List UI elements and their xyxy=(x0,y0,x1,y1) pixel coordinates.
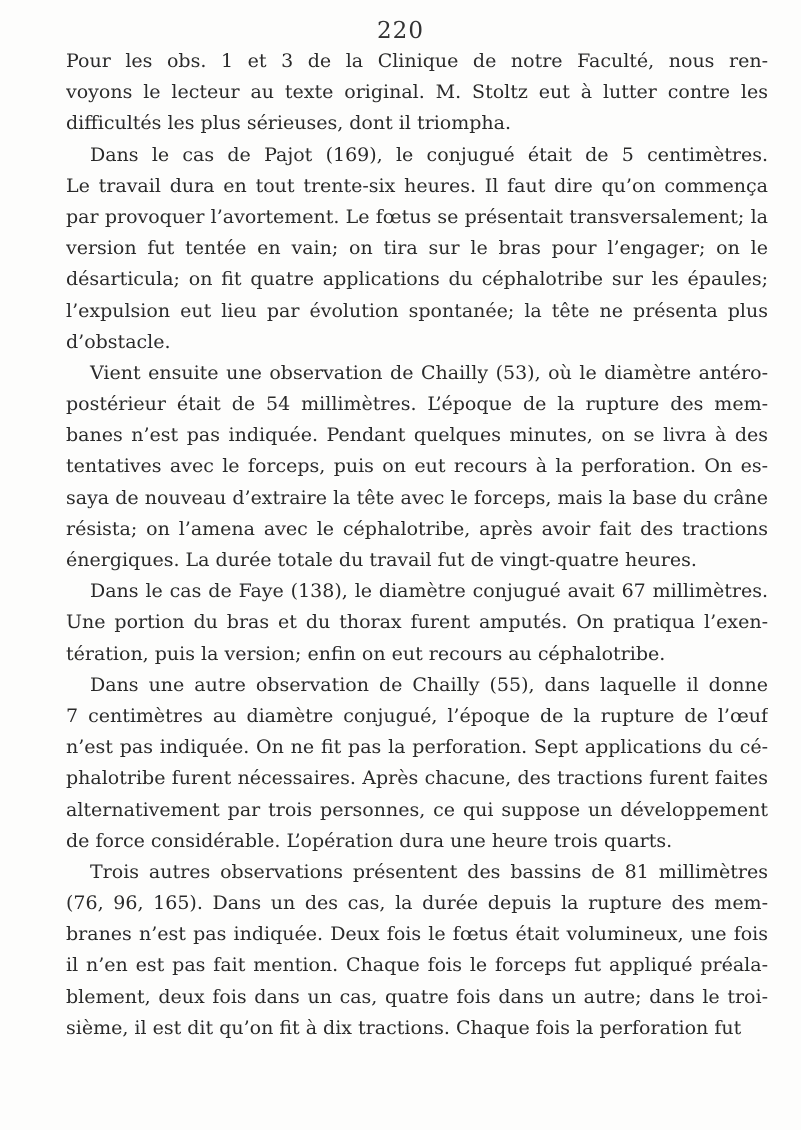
text-line: Vient ensuite une observation de Chailly (53), où le diamètre antéro- xyxy=(90,361,768,384)
text-line: tération, puis la version; enfin on eut recours au céphalotribe. xyxy=(66,642,666,665)
text-line: l’expulsion eut lieu par évolution spontanée; la tête ne présenta plus xyxy=(66,299,768,322)
body-text xyxy=(66,46,768,1044)
text-line: Pour les obs. 1 et 3 de la Clinique de notre Faculté, nous ren- xyxy=(66,50,768,72)
text-line: désarticula; on fit quatre applications du céphalotribe sur les épaules; xyxy=(66,268,768,291)
text-line: alternativement par trois personnes, ce qui suppose un développement xyxy=(66,798,768,821)
text-line: saya de nouveau d’extraire la tête avec le forceps, mais la base du crâne xyxy=(66,486,768,509)
text-line: postérieur était de 54 millimètres. L’époque de la rupture des mem- xyxy=(66,393,768,416)
text-line: énergiques. La durée totale du travail fut de vingt-quatre heures. xyxy=(66,549,697,571)
text-line: d’obstacle. xyxy=(66,330,171,353)
text-line: Une portion du bras et du thorax furent amputés. On pratiqua l’exen- xyxy=(66,611,768,634)
text-line: sième, il est dit qu’on fit à dix tractions. Chaque fois la perforation fut xyxy=(66,1016,742,1039)
text-line: de force considérable. L’opération dura une heure trois quarts. xyxy=(66,829,673,852)
text-line: Dans le cas de Faye (138), le diamètre conjugué avait 67 millimètres. xyxy=(90,580,768,603)
text-line: par provoquer l’avortement. Le fœtus se présentait transversalement; la xyxy=(66,205,768,228)
text-line: Le travail dura en tout trente-six heures. Il faut dire qu’on commença xyxy=(66,174,768,197)
text-line: il n’en est pas fait mention. Chaque fois le forceps fut appliqué préala- xyxy=(66,954,768,977)
text-line: banes n’est pas indiquée. Pendant quelques minutes, on se livra à des xyxy=(66,424,768,447)
text-line: résista; on l’amena avec le céphalotribe, après avoir fait des tractions xyxy=(66,517,768,540)
text-line: phalotribe furent nécessaires. Après chacune, des tractions furent faites xyxy=(66,767,768,790)
text-line: version fut tentée en vain; on tira sur le bras pour l’engager; on le xyxy=(66,237,768,260)
text-line: Trois autres observations présentent des bassins de 81 millimètres xyxy=(90,860,768,883)
text-line: difficultés les plus sérieuses, dont il triompha. xyxy=(66,112,511,135)
text-line: n’est pas indiquée. On ne fit pas la perforation. Sept applications du cé- xyxy=(66,736,768,759)
page-number: 220 xyxy=(377,18,424,44)
text-line: Dans une autre observation de Chailly (55), dans laquelle il donne xyxy=(90,673,768,696)
text-line: 7 centimètres au diamètre conjugué, l’époque de la rupture de l’œuf xyxy=(66,704,768,727)
text-line: blement, deux fois dans un cas, quatre fois dans un autre; dans le troi- xyxy=(66,985,768,1008)
text-line: voyons le lecteur au texte original. M. Stoltz eut à lutter contre les xyxy=(66,81,768,104)
text-line: (76, 96, 165). Dans un des cas, la durée depuis la rupture des mem- xyxy=(66,892,768,915)
text-line: Dans le cas de Pajot (169), le conjugué était de 5 centimètres. xyxy=(90,143,768,166)
text-line: tentatives avec le forceps, puis on eut recours à la perforation. On es- xyxy=(66,455,768,478)
text-line: branes n’est pas indiquée. Deux fois le fœtus était volumineux, une fois xyxy=(66,923,768,946)
